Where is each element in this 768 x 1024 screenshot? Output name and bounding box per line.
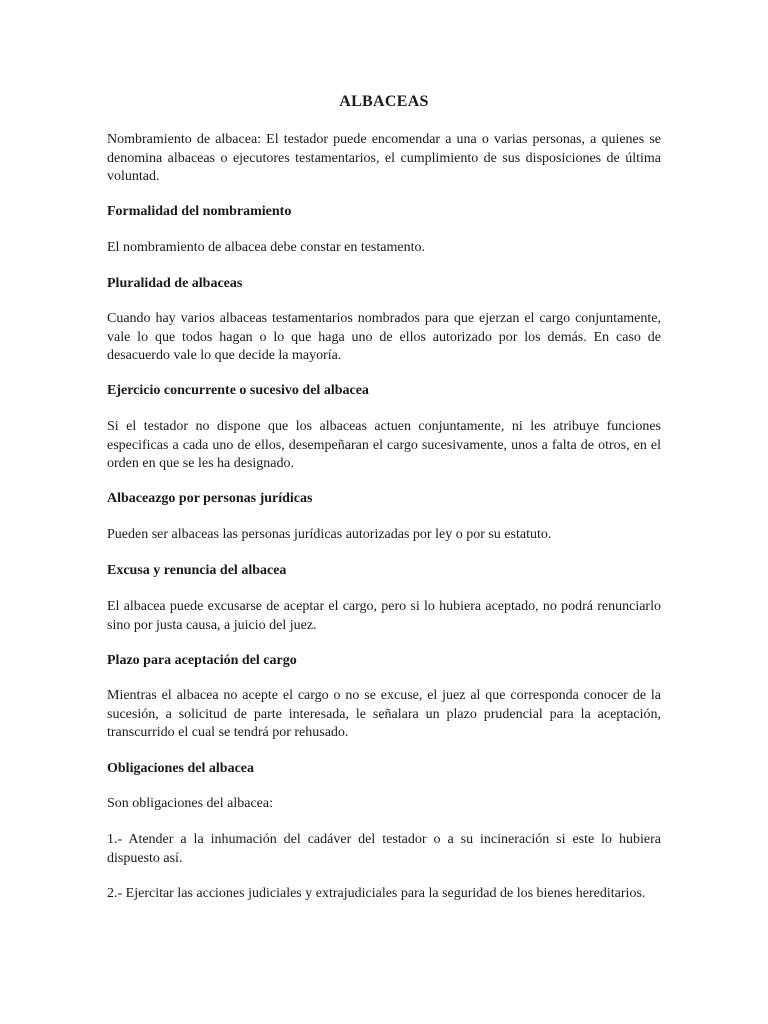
paragraph-plazo: Mientras el albacea no acepte el cargo o no se excuse, el juez al que corresponda conocer de la sucesión, a solicitud de parte interesada, le señalara un plazo prudencial para la aceptación, transcurrido el cual se tendrá por rehusado. xyxy=(107,688,661,740)
section-heading-obligaciones: Obligaciones del albacea xyxy=(107,761,254,776)
list-item-obligacion-2: 2.- Ejercitar las acciones judiciales y extrajudiciales para la seguridad de los bienes hereditarios. xyxy=(107,886,646,901)
list-item-obligacion-1: 1.- Atender a la inhumación del cadáver del testador o a su incineración si este lo hubiera dispuesto así. xyxy=(107,832,661,866)
section-heading-albaceazgo: Albaceazgo por personas jurídicas xyxy=(107,491,313,506)
paragraph-obligaciones-intro: Son obligaciones del albacea: xyxy=(107,796,273,811)
intro-paragraph: Nombramiento de albacea: El testador puede encomendar a una o varias personas, a quienes se denomina albaceas o ejecutores testamentarios, el cumplimiento de sus disposiciones de última voluntad. xyxy=(107,132,661,184)
paragraph-formalidad: El nombramiento de albacea debe constar en testamento. xyxy=(107,240,425,255)
paragraph-albaceazgo: Pueden ser albaceas las personas jurídicas autorizadas por ley o por su estatuto. xyxy=(107,527,552,542)
paragraph-excusa: El albacea puede excusarse de aceptar el cargo, pero si lo hubiera aceptado, no podrá renunciarlo sino por justa causa, a juicio del juez. xyxy=(107,599,661,633)
document-page xyxy=(107,0,661,1024)
section-heading-plazo: Plazo para aceptación del cargo xyxy=(107,653,297,668)
section-heading-pluralidad: Pluralidad de albaceas xyxy=(107,276,243,291)
paragraph-pluralidad: Cuando hay varios albaceas testamentarios nombrados para que ejerzan el cargo conjuntamente, vale lo que todos hagan o lo que haga uno de ellos autorizado por los demás. En caso de desacuerdo vale lo que decide la mayoría. xyxy=(107,311,661,363)
section-heading-ejercicio: Ejercicio concurrente o sucesivo del albacea xyxy=(107,383,369,398)
section-heading-excusa: Excusa y renuncia del albacea xyxy=(107,563,287,578)
document-title: ALBACEAS xyxy=(339,93,429,110)
section-heading-formalidad: Formalidad del nombramiento xyxy=(107,204,292,219)
paragraph-ejercicio: Si el testador no dispone que los albaceas actuen conjuntamente, ni les atribuye funciones especificas a cada uno de ellos, desempeñaran el cargo sucesivamente, unos a falta de otros, en el orden en que se les ha designado. xyxy=(107,419,661,471)
